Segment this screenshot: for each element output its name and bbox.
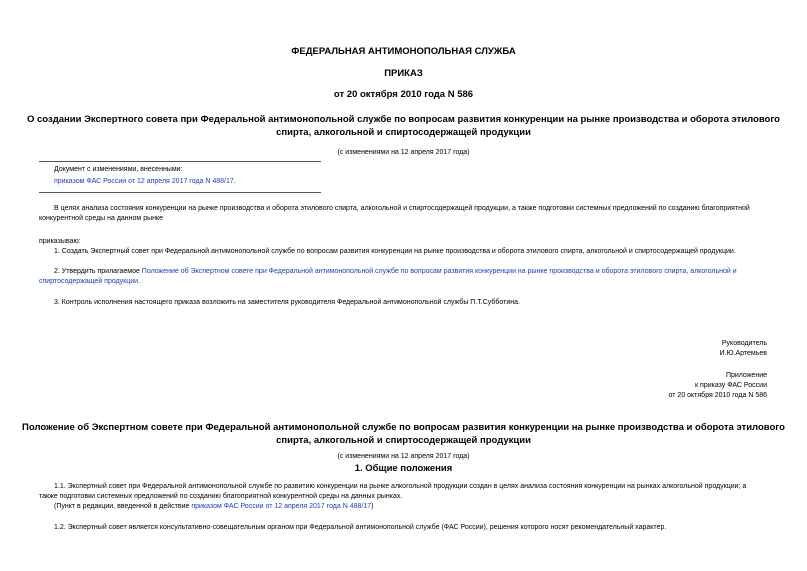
paragraph-3: 3. Контроль исполнения настоящего приказа возложить на заместителя руководителя Федеральной антимонопольной службы П.Т.Субботина.: [54, 299, 520, 306]
regulation-amend-note: (с изменениями на 12 апреля 2017 года): [337, 453, 470, 460]
appendix-line3: от 20 октября 2010 года N 586: [668, 392, 767, 399]
paragraph-1-1-line1: 1.1. Экспертный совет при Федеральной антимонопольной службе по развитию конкуренции на рынке алкогольной продукции создан в целях анализа состояния конкуренции на рынках алкогольной продукции; а: [54, 483, 747, 490]
amend-box-line2: [54, 177, 236, 187]
order-title-line1: О создании Экспертного совета при Федеральной антимонопольной службе по вопросам развития конкуренции на рынке производства и оборота этилового: [26, 114, 780, 125]
appendix-line2: к приказу ФАС России: [695, 382, 767, 389]
amend-box-line1: Документ с изменениями, внесенными:: [54, 166, 183, 173]
amend-note: (с изменениями на 12 апреля 2017 года): [337, 149, 470, 156]
amend-box-top-rule: [39, 161, 321, 162]
order-title-line2: спирта, алкогольной и спиртосодержащей продукции: [276, 127, 531, 138]
p11-note-prefix: (Пункт в редакции, введенной в действие: [54, 503, 192, 510]
p2-prefix: 2. Утвердить прилагаемое: [54, 268, 142, 275]
paragraph-2-line2: [39, 277, 140, 287]
doc-type: ПРИКАЗ: [384, 68, 423, 79]
amend-link[interactable]: приказом ФАС России от 12 апреля 2017 года N 488/17: [54, 178, 234, 185]
amend-box-bottom-rule: [39, 192, 321, 193]
signature-role: Руководитель: [721, 340, 767, 347]
order-word: приказываю:: [39, 238, 81, 245]
paragraph-2-line1: [54, 267, 737, 277]
p11-note-suffix: ): [371, 503, 374, 510]
p11-note-link[interactable]: приказом ФАС России от 12 апреля 2017 года N 488/17: [191, 503, 372, 510]
amend-dot: .: [233, 178, 236, 185]
regulation-link[interactable]: Положение об Экспертном совете при Федеральной антимонопольной службе по вопросам развития конкуренции на рынке производства и оборота этилового спирта, алкогольной и: [141, 268, 737, 275]
paragraph-1-2: 1.2. Экспертный совет является консультативно-совещательным органом при Федеральной антимонопольной службе (ФАС России), решения которого носят рекомендательный характер.: [54, 524, 667, 531]
intro-line2: конкурентной среды на данном рынке: [39, 215, 164, 222]
section-1-heading: 1. Общие положения: [354, 463, 453, 474]
p2-suffix: .: [138, 278, 141, 285]
regulation-title-line2: спирта, алкогольной и спиртосодержащей продукции: [276, 435, 531, 446]
paragraph-1-1-note: [54, 502, 373, 512]
intro-line1: В целях анализа состояния конкуренции на рынке производства и оборота этилового спирта, алкогольной и спиртосодержащей продукции, а также подготовки системных предложений по созданию благоприятной: [54, 205, 750, 212]
appendix-line1: Приложение: [725, 372, 767, 379]
signature-name: И.Ю.Артемьев: [719, 350, 767, 357]
agency-title: ФЕДЕРАЛЬНАЯ АНТИМОНОПОЛЬНАЯ СЛУЖБА: [291, 46, 516, 57]
paragraph-1: 1. Создать Экспертный совет при Федеральной антимонопольной службе по вопросам развития конкуренции на рынке производства и оборота этилового спирта, алкогольной и спиртосодержащей продукции.: [54, 248, 736, 255]
regulation-title-line1: Положение об Экспертном совете при Федеральной антимонопольной службе по вопросам развития конкуренции на рынке производства и оборота этилового: [22, 422, 785, 433]
order-date-number: от 20 октября 2010 года N 586: [333, 89, 474, 100]
regulation-link-cont[interactable]: спиртосодержащей продукции: [39, 278, 139, 285]
paragraph-1-1-line2: также подготовки системных предложений по созданию благоприятной конкурентной среды на данных рынках.: [39, 493, 403, 500]
